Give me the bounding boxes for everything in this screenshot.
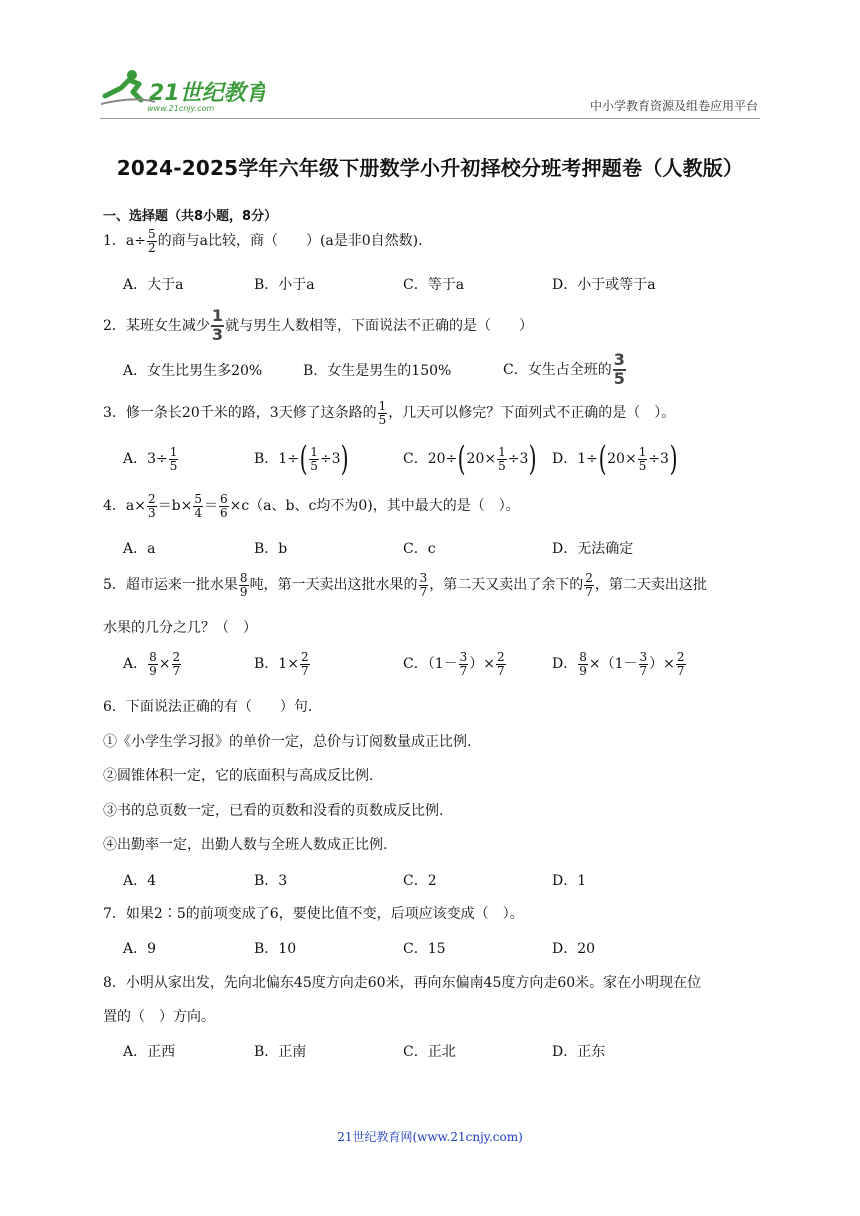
- question-2: 2．某班女生减少 $\frac{1}{3}$ 就与男生人数相等，下面说法不正确的是（ ）: [103, 306, 534, 344]
- site-logo: [95, 66, 265, 116]
- footer-link[interactable]: 21世纪教育网(www.21cnjy.com): [337, 1130, 523, 1144]
- question-4: 4．a× $\frac{2}{3}$ ＝b× $\frac{5}{4}$ ＝ $\frac{6}{6}$ ×c（a、b、c均不为0)，其中最大的是（ ）。: [103, 492, 520, 520]
- q2-option-c[interactable]: C．女生占全班的 $\frac{3}{5}$: [503, 350, 625, 388]
- q3-option-d[interactable]: D．1÷(20× $\frac{1}{5}$ ÷3): [552, 439, 678, 479]
- q2-option-a[interactable]: A．女生比男生多20%: [123, 363, 263, 379]
- q7-option-a[interactable]: A．9: [123, 941, 157, 957]
- logo-url: www.21cnjy.com: [147, 104, 215, 113]
- q3-option-c[interactable]: C．20÷(20× $\frac{1}{5}$ ÷3): [403, 439, 537, 479]
- question-5-line-2: 水果的几分之几？（ ）: [103, 620, 257, 636]
- q6-statement-1: ①《小学生学习报》的单价一定，总价与订阅数量成正比例.: [103, 734, 472, 750]
- fraction: $\frac{5}{2}$: [147, 227, 156, 255]
- page-title: 2024-2025学年六年级下册数学小升初择校分班考押题卷（人教版）: [116, 156, 744, 180]
- q4-option-c[interactable]: C．c: [403, 541, 436, 557]
- q5-option-a[interactable]: A． $\frac{8}{9}$ × $\frac{2}{7}$: [123, 650, 181, 678]
- fraction: $\frac{1}{3}$: [211, 306, 224, 344]
- logo-text: 21世纪教育: [149, 81, 265, 106]
- platform-name: 中小学教育资源及组卷应用平台: [589, 99, 758, 113]
- q4-option-b[interactable]: B．b: [254, 541, 288, 557]
- q6-option-d[interactable]: D．1: [552, 873, 587, 889]
- question-8: 8．小明从家出发，先向北偏东45度方向走60米，再向东偏南45度方向走60米。家在小明现在位: [103, 975, 702, 991]
- q6-statement-4: ④出勤率一定，出勤人数与全班人数成正比例.: [103, 837, 388, 853]
- q7-option-b[interactable]: B．10: [254, 941, 297, 957]
- section-heading: 一、选择题（共8小题，8分）: [103, 209, 278, 224]
- question-7: 7．如果2∶5的前项变成了6，要使比值不变，后项应该变成（ ）。: [103, 906, 524, 922]
- q5-option-d[interactable]: D． $\frac{8}{9}$ ×（1－ $\frac{3}{7}$ ）× $\frac{2}{7}$: [552, 650, 685, 678]
- q5-option-b[interactable]: B．1× $\frac{2}{7}$: [254, 650, 309, 678]
- q1-option-c[interactable]: C．等于a: [403, 277, 465, 293]
- q1-option-a[interactable]: A．大于a: [123, 277, 184, 293]
- fraction: $\frac{3}{5}$: [613, 350, 625, 388]
- q1-option-d[interactable]: D．小于或等于a: [552, 277, 656, 293]
- q4-option-d[interactable]: D．无法确定: [552, 541, 634, 557]
- fraction: $\frac{1}{5}$: [378, 399, 387, 427]
- q7-option-d[interactable]: D．20: [552, 941, 596, 957]
- header-divider: [100, 118, 760, 119]
- q3-option-b[interactable]: B．1÷( $\frac{1}{5}$ ÷3): [254, 439, 350, 479]
- question-1: 1．a÷ $\frac{5}{2}$ 的商与a比较，商（ ）(a是非0自然数).: [103, 227, 423, 255]
- question-8-line-2: 置的（ ）方向。: [103, 1009, 215, 1025]
- q8-option-d[interactable]: D．正东: [552, 1044, 606, 1060]
- q8-option-c[interactable]: C．正北: [403, 1044, 456, 1060]
- q7-option-c[interactable]: C．15: [403, 941, 446, 957]
- q5-option-c[interactable]: C．（1－ $\frac{3}{7}$ ）× $\frac{2}{7}$: [403, 650, 505, 678]
- q8-option-b[interactable]: B．正南: [254, 1044, 307, 1060]
- question-3: 3．修一条长20千米的路，3天修了这条路的 $\frac{1}{5}$ ，几天可以修完？下面列式不正确的是（ ）。: [103, 399, 676, 427]
- question-5: 5．超市运来一批水果 $\frac{8}{9}$ 吨，第一天卖出这批水果的 $\frac{3}{7}$ ，第二天又卖出了余下的 $\frac{2}{7}$ ，第二天卖出这批: [103, 571, 707, 599]
- q6-statement-3: ③书的总页数一定，已看的页数和没看的页数成反比例.: [103, 803, 444, 819]
- q6-option-b[interactable]: B．3: [254, 873, 288, 889]
- q6-option-c[interactable]: C．2: [403, 873, 437, 889]
- question-6: 6．下面说法正确的有（ ）句.: [103, 699, 313, 715]
- q8-option-a[interactable]: A．正西: [123, 1044, 176, 1060]
- q6-statement-2: ②圆锥体积一定，它的底面积与高成反比例.: [103, 768, 374, 784]
- q4-option-a[interactable]: A．a: [123, 541, 156, 557]
- q1-option-b[interactable]: B．小于a: [254, 277, 315, 293]
- q3-option-a[interactable]: A．3÷ $\frac{1}{5}$: [123, 445, 178, 473]
- q2-option-b[interactable]: B．女生是男生的150%: [303, 363, 452, 379]
- q6-option-a[interactable]: A．4: [123, 873, 157, 889]
- runner-logo-icon: [95, 66, 265, 116]
